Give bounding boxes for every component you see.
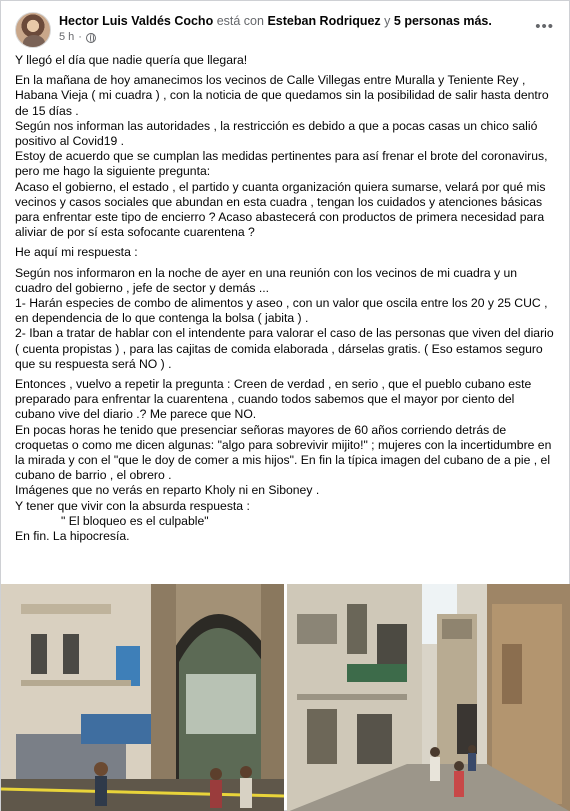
- with-text: está con: [216, 14, 264, 28]
- post-paragraph: En pocas horas he tenido que presenciar señoras mayores de 60 años corriendo detrás de croquetas o como me dicen algunas: "algo para sobrevivir mijito!" ; mujeres con la incertidumbre en la mirada y con el "que le doy de comer a mis hijos". En fin la típica imagen del cubano de a pie , el cubano de barrio , el obrero .: [15, 422, 552, 483]
- post-header: [15, 12, 560, 48]
- post-quote: " El bloqueo es el culpable": [61, 513, 209, 528]
- photo-street-arch[interactable]: [1, 584, 284, 811]
- post-paragraph: En la mañana de hoy amanecimos los vecinos de Calle Villegas entre Muralla y Teniente Rey , Habana Vieja ( mi cuadra ) , con la noticia de que quedamos sin la posibilidad de salir hasta dentro de 15 días .: [15, 73, 549, 118]
- post-meta: [59, 31, 96, 44]
- and-text: y: [384, 14, 391, 28]
- photo-narrow-street-drawing: [287, 584, 570, 811]
- post-paragraph: 2- Iban a tratar de hablar con el intendente para valorar el caso de las personas que viven del diario ( cuenta propistas ) , para las cajitas de comida elaborada , dárselas gratis. ( Eso estamos seguro que su respuesta será NO ) .: [15, 326, 554, 371]
- author-line: [59, 14, 492, 29]
- meta-separator: ·: [78, 31, 82, 43]
- post-paragraph: Acaso el gobierno, el estado , el partido y cuanta organización quiera sumarse, velará por qué mis vecinos y casos sociales que abundan en esta cuadra , tengan los cuidados y atenciones básicas para enfrentar este tipo de encierro ? Acaso abastecerá con productos de primera necesidad para aliviar de por sí esta sofocante cuarentena ?: [15, 179, 546, 240]
- post-paragraph: Según nos informaron en la noche de ayer en una reunión con los vecinos de mi cuadra y un cuadro del gobierno , jefe de sector y demás ...: [15, 265, 518, 295]
- post-paragraph: 1- Harán especies de combo de alimentos y aseo , con un valor que oscila entre los 20 y 25 CUC , en dependencia de lo que contenga la bolsa ( jabita ) .: [15, 296, 548, 326]
- post-paragraph: Estoy de acuerdo que se cumplan las medidas pertinentes para así frenar el brote del coronavirus, pero me hago la siguiente pregunta:: [15, 149, 548, 179]
- post-closing: En fin. La hipocresía.: [15, 529, 130, 544]
- author-name[interactable]: Hector Luis Valdés Cocho: [59, 14, 214, 28]
- post-paragraph: Y llegó el día que nadie quería que llegara!: [15, 53, 248, 67]
- post-paragraph: Entonces , vuelvo a repetir la pregunta : Creen de verdad , en serio , que el pueblo cubano este preparado para enfrentar la cuarentena , cuando todos sabemos que el mayor por ciento del cubano vive del diario .? Me parece que NO.: [15, 377, 532, 422]
- post-paragraph: Imágenes que no verás en reparto Kholy ni en Siboney .: [15, 483, 320, 498]
- tagged-others[interactable]: 5 personas más.: [393, 14, 492, 28]
- photo-street-arch-drawing: [1, 584, 284, 811]
- author-avatar[interactable]: [15, 12, 51, 48]
- post-paragraph: He aquí mi respuesta :: [15, 245, 138, 260]
- more-options-icon[interactable]: •••: [535, 18, 554, 35]
- post-paragraph: Y tener que vivir con la absurda respuesta :: [15, 498, 250, 513]
- photo-narrow-street[interactable]: [287, 584, 570, 811]
- post-body: [15, 53, 557, 544]
- post-paragraph: Según nos informan las autoridades , la restricción es debido a que a pocas casas un chico salió positivo al Covid19 .: [15, 118, 538, 149]
- post-time[interactable]: 5 h: [59, 31, 75, 43]
- globe-icon[interactable]: [86, 33, 96, 43]
- post-photos: [1, 584, 570, 811]
- tagged-person[interactable]: Esteban Rodriquez: [267, 14, 381, 28]
